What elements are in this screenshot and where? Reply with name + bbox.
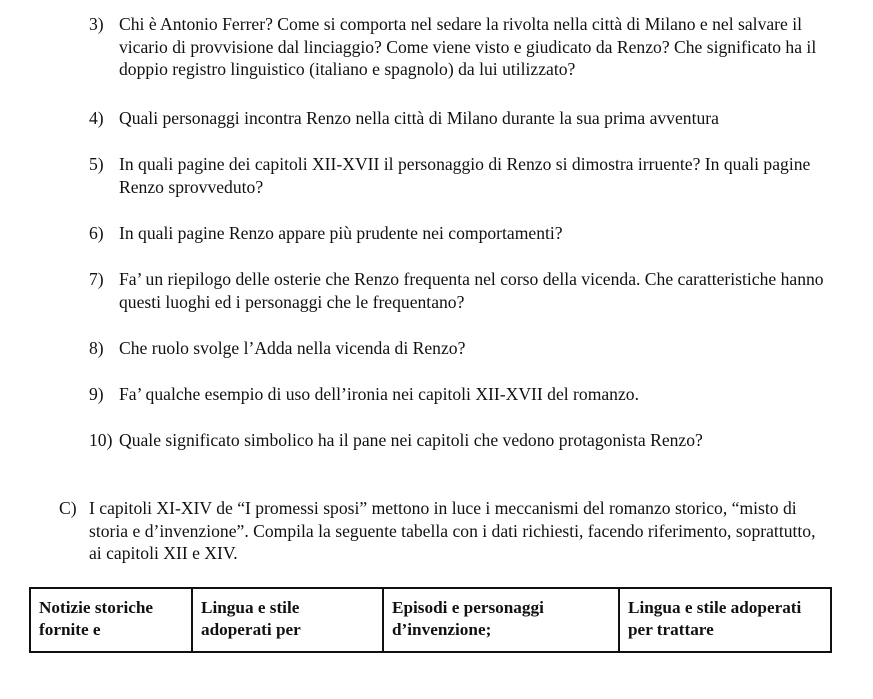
section-text: I capitoli XI-XIV de “I promessi sposi” mettono in luce i meccanismi del romanzo storico, “misto di storia e d’invenzione”. Compila la seguente tabella con i dati richiesti, facendo riferimento, soprattutto, ai capitoli XII e XIV. <box>89 498 816 563</box>
question-number: 4) <box>89 108 104 128</box>
question-6 <box>89 222 829 245</box>
question-4 <box>89 107 829 130</box>
question-9 <box>89 383 829 406</box>
question-text: Quale significato simbolico ha il pane nei capitoli che vedono protagonista Renzo? <box>119 430 703 450</box>
data-table <box>29 587 832 653</box>
question-3 <box>89 13 829 81</box>
question-text: Fa’ qualche esempio di uso dell’ironia nei capitoli XII-XVII del romanzo. <box>119 384 639 404</box>
question-number: 8) <box>89 338 104 358</box>
question-text: Chi è Antonio Ferrer? Come si comporta nel sedare la rivolta nella città di Milano e nel salvare il vicario di provvisione dal linciaggio? Come viene visto e giudicato da Renzo? Che significato ha il doppio registro linguistico (italiano e spagnolo) da lui utilizzato? <box>119 14 817 79</box>
question-text: In quali pagine Renzo appare più prudente nei comportamenti? <box>119 223 563 243</box>
question-10 <box>89 429 829 452</box>
question-number: 10) <box>89 430 113 450</box>
question-number: 5) <box>89 154 104 174</box>
question-number: 6) <box>89 223 104 243</box>
table-header-row <box>30 588 831 652</box>
section-c <box>59 497 829 565</box>
question-number: 3) <box>89 14 104 34</box>
table-header-cell: Episodi e personaggi d’invenzione; <box>383 588 619 652</box>
question-5 <box>89 153 829 198</box>
question-text: Che ruolo svolge l’Adda nella vicenda di Renzo? <box>119 338 466 358</box>
question-text: In quali pagine dei capitoli XII-XVII il personaggio di Renzo si dimostra irruente? In quali pagine Renzo sprovveduto? <box>119 154 811 197</box>
section-letter: C) <box>59 498 77 518</box>
table-header-cell: Notizie storiche fornite e <box>30 588 192 652</box>
table-header-cell: Lingua e stile adoperati per trattare <box>619 588 831 652</box>
question-number: 7) <box>89 269 104 289</box>
question-7 <box>89 268 829 313</box>
table-header-cell: Lingua e stile adoperati per <box>192 588 383 652</box>
question-number: 9) <box>89 384 104 404</box>
question-8 <box>89 337 829 360</box>
question-text: Quali personaggi incontra Renzo nella città di Milano durante la sua prima avventura <box>119 108 719 128</box>
question-text: Fa’ un riepilogo delle osterie che Renzo frequenta nel corso della vicenda. Che caratteristiche hanno questi luoghi ed i personaggi che le frequentano? <box>119 269 824 312</box>
